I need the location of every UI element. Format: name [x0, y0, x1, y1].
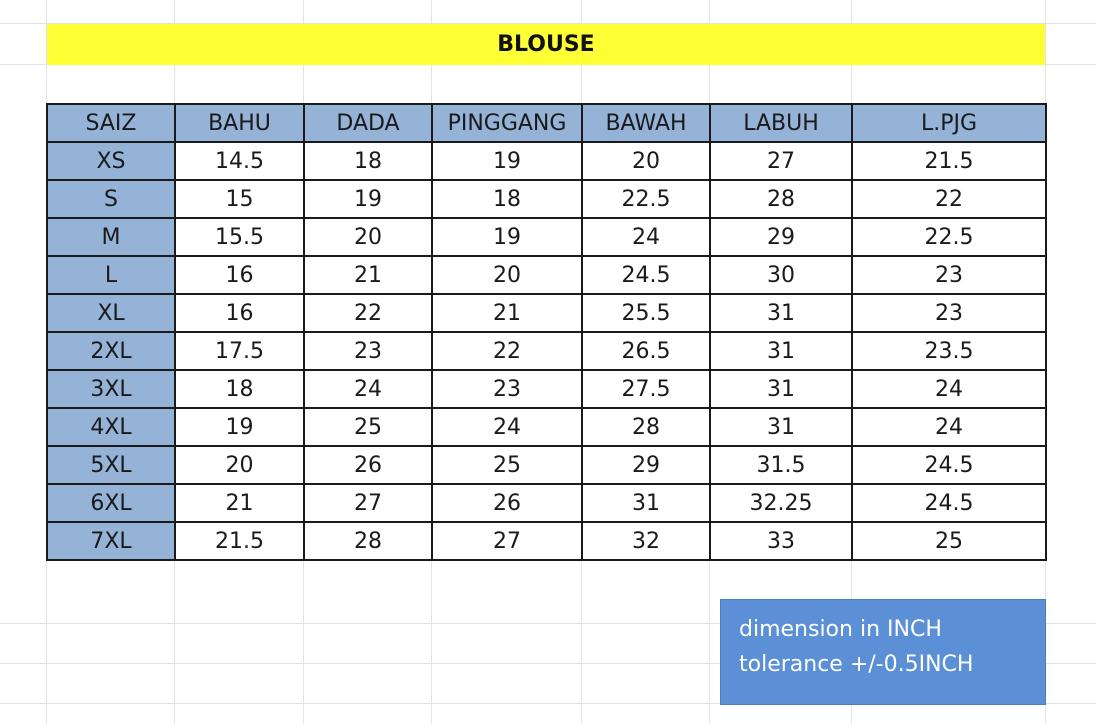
- measurement-cell[interactable]: 19: [432, 218, 582, 256]
- measurement-cell[interactable]: 19: [175, 408, 304, 446]
- size-label-cell[interactable]: M: [47, 218, 175, 256]
- measurement-cell[interactable]: 16: [175, 256, 304, 294]
- measurement-cell[interactable]: 24: [432, 408, 582, 446]
- measurement-cell[interactable]: 21: [432, 294, 582, 332]
- measurement-cell[interactable]: 23.5: [852, 332, 1046, 370]
- measurement-cell[interactable]: 25: [852, 522, 1046, 560]
- table-row: [47, 294, 1046, 332]
- measurement-cell[interactable]: 31: [710, 294, 852, 332]
- measurement-cell[interactable]: 28: [582, 408, 710, 446]
- note-tolerance-text: tolerance +/-0.5INCH: [739, 652, 974, 677]
- measurement-cell[interactable]: 31: [710, 332, 852, 370]
- size-label-cell[interactable]: 7XL: [47, 522, 175, 560]
- measurement-cell[interactable]: 19: [304, 180, 432, 218]
- measurement-cell[interactable]: 19: [432, 142, 582, 180]
- blouse-title: BLOUSE: [47, 24, 1045, 65]
- measurement-cell[interactable]: 24: [304, 370, 432, 408]
- column-header-pinggang[interactable]: PINGGANG: [432, 104, 582, 142]
- size-label-cell[interactable]: 6XL: [47, 484, 175, 522]
- measurement-cell[interactable]: 17.5: [175, 332, 304, 370]
- measurement-cell[interactable]: 24.5: [852, 446, 1046, 484]
- measurement-cell[interactable]: 28: [710, 180, 852, 218]
- measurement-cell[interactable]: 23: [852, 256, 1046, 294]
- measurement-cell[interactable]: 25.5: [582, 294, 710, 332]
- table-row: [47, 142, 1046, 180]
- measurement-cell[interactable]: 27: [432, 522, 582, 560]
- column-header-dada[interactable]: DADA: [304, 104, 432, 142]
- size-label-cell[interactable]: XS: [47, 142, 175, 180]
- table-row: [47, 180, 1046, 218]
- measurement-cell[interactable]: 29: [582, 446, 710, 484]
- measurement-cell[interactable]: 23: [304, 332, 432, 370]
- table-row: [47, 370, 1046, 408]
- table-row: [47, 218, 1046, 256]
- measurement-cell[interactable]: 29: [710, 218, 852, 256]
- measurement-cell[interactable]: 25: [304, 408, 432, 446]
- measurement-cell[interactable]: 31: [582, 484, 710, 522]
- size-label-cell[interactable]: 4XL: [47, 408, 175, 446]
- measurement-cell[interactable]: 26: [304, 446, 432, 484]
- measurement-cell[interactable]: 24: [852, 408, 1046, 446]
- size-label-cell[interactable]: L: [47, 256, 175, 294]
- measurement-cell[interactable]: 21: [175, 484, 304, 522]
- measurement-cell[interactable]: 32.25: [710, 484, 852, 522]
- measurement-cell[interactable]: 16: [175, 294, 304, 332]
- measurement-cell[interactable]: 14.5: [175, 142, 304, 180]
- column-header-labuh[interactable]: LABUH: [710, 104, 852, 142]
- table-row: [47, 332, 1046, 370]
- measurement-cell[interactable]: 20: [175, 446, 304, 484]
- size-chart-table: [46, 103, 1047, 561]
- header-row: [47, 104, 1046, 142]
- measurement-cell[interactable]: 15.5: [175, 218, 304, 256]
- measurement-cell[interactable]: 26: [432, 484, 582, 522]
- measurement-cell[interactable]: 27: [710, 142, 852, 180]
- size-label-cell[interactable]: XL: [47, 294, 175, 332]
- measurement-cell[interactable]: 25: [432, 446, 582, 484]
- measurement-cell[interactable]: 20: [582, 142, 710, 180]
- measurement-cell[interactable]: 30: [710, 256, 852, 294]
- table-row: [47, 256, 1046, 294]
- measurement-cell[interactable]: 18: [175, 370, 304, 408]
- measurement-cell[interactable]: 23: [852, 294, 1046, 332]
- table-row: [47, 408, 1046, 446]
- measurement-cell[interactable]: 33: [710, 522, 852, 560]
- table-row: [47, 484, 1046, 522]
- measurement-cell[interactable]: 22: [432, 332, 582, 370]
- measurement-cell[interactable]: 21.5: [175, 522, 304, 560]
- size-label-cell[interactable]: S: [47, 180, 175, 218]
- measurement-cell[interactable]: 31: [710, 370, 852, 408]
- measurement-cell[interactable]: 24.5: [852, 484, 1046, 522]
- measurement-cell[interactable]: 21.5: [852, 142, 1046, 180]
- measurement-cell[interactable]: 20: [304, 218, 432, 256]
- note-box[interactable]: [720, 599, 1046, 705]
- measurement-cell[interactable]: 22: [852, 180, 1046, 218]
- measurement-cell[interactable]: 15: [175, 180, 304, 218]
- measurement-cell[interactable]: 22: [304, 294, 432, 332]
- size-label-cell[interactable]: 3XL: [47, 370, 175, 408]
- measurement-cell[interactable]: 27: [304, 484, 432, 522]
- column-header-saiz[interactable]: SAIZ: [47, 104, 175, 142]
- column-header-bahu[interactable]: BAHU: [175, 104, 304, 142]
- measurement-cell[interactable]: 18: [432, 180, 582, 218]
- size-label-cell[interactable]: 2XL: [47, 332, 175, 370]
- measurement-cell[interactable]: 26.5: [582, 332, 710, 370]
- measurement-cell[interactable]: 27.5: [582, 370, 710, 408]
- measurement-cell[interactable]: 32: [582, 522, 710, 560]
- measurement-cell[interactable]: 22.5: [852, 218, 1046, 256]
- measurement-cell[interactable]: 31: [710, 408, 852, 446]
- measurement-cell[interactable]: 18: [304, 142, 432, 180]
- size-label-cell[interactable]: 5XL: [47, 446, 175, 484]
- table-row: [47, 446, 1046, 484]
- measurement-cell[interactable]: 28: [304, 522, 432, 560]
- measurement-cell[interactable]: 22.5: [582, 180, 710, 218]
- column-header-bawah[interactable]: BAWAH: [582, 104, 710, 142]
- table-row: [47, 522, 1046, 560]
- measurement-cell[interactable]: 24: [582, 218, 710, 256]
- note-dimension-text: dimension in INCH: [739, 617, 942, 642]
- measurement-cell[interactable]: 24: [852, 370, 1046, 408]
- table-body: [47, 142, 1046, 560]
- measurement-cell[interactable]: 31.5: [710, 446, 852, 484]
- column-header-lpjg[interactable]: L.PJG: [852, 104, 1046, 142]
- measurement-cell[interactable]: 24.5: [582, 256, 710, 294]
- measurement-cell[interactable]: 20: [432, 256, 582, 294]
- measurement-cell[interactable]: 21: [304, 256, 432, 294]
- measurement-cell[interactable]: 23: [432, 370, 582, 408]
